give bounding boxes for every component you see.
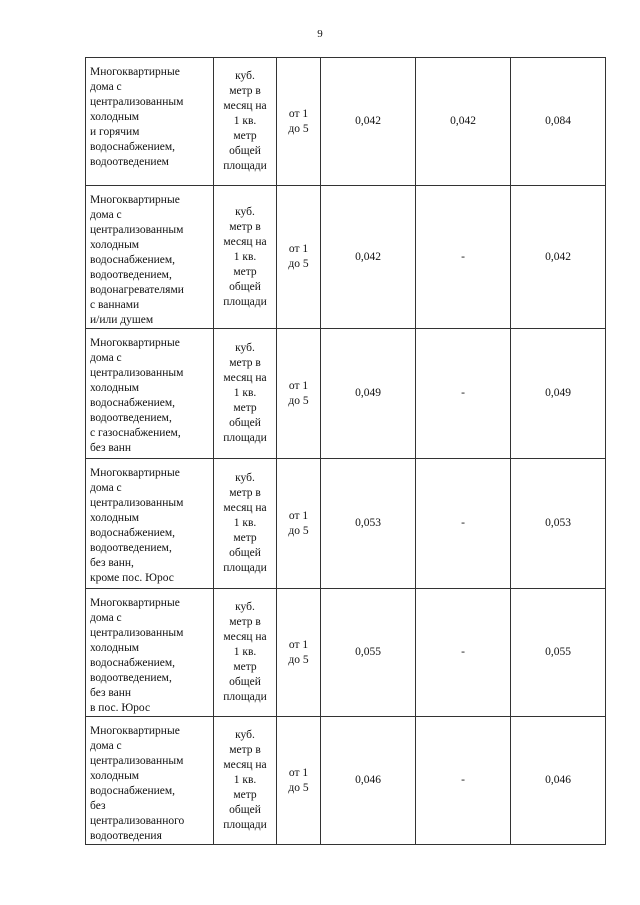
- unit-text: куб. метр в месяц на 1 кв. метр общей площади: [223, 70, 267, 172]
- unit-text: куб. метр в месяц на 1 кв. метр общей площади: [223, 601, 267, 703]
- page-number: 9: [317, 28, 323, 40]
- table-row: [86, 186, 606, 329]
- floors-text: от 1 до 5: [288, 379, 309, 407]
- unit-cell: [214, 58, 277, 186]
- category-text: Многоквартирные дома с централизованным холодным и горячим водоснабжением, водоотведением: [90, 66, 184, 168]
- value-cell-3: 0,055: [511, 589, 606, 717]
- value-cell-2: -: [416, 717, 511, 845]
- category-cell: [86, 717, 214, 845]
- floors-cell: [277, 186, 321, 329]
- unit-cell: [214, 329, 277, 459]
- category-text: Многоквартирные дома с централизованным холодным водоснабжением, без централизованного водоотведения: [90, 725, 185, 842]
- category-text: Многоквартирные дома с централизованным холодным водоснабжением, водоотведением, без ванн, кроме пос. Юрос: [90, 467, 184, 584]
- table-row: [86, 58, 606, 186]
- value-cell-2: -: [416, 589, 511, 717]
- unit-cell: [214, 186, 277, 329]
- value-cell-3: 0,049: [511, 329, 606, 459]
- floors-cell: [277, 717, 321, 845]
- table-row: [86, 717, 606, 845]
- category-cell: [86, 329, 214, 459]
- category-cell: [86, 186, 214, 329]
- value-cell-2: 0,042: [416, 58, 511, 186]
- value-cell-3: 0,046: [511, 717, 606, 845]
- category-cell: [86, 459, 214, 589]
- unit-cell: [214, 459, 277, 589]
- floors-text: от 1 до 5: [288, 638, 309, 666]
- value-cell-1: 0,053: [321, 459, 416, 589]
- floors-text: от 1 до 5: [288, 243, 309, 270]
- value-cell-2: -: [416, 329, 511, 459]
- floors-cell: [277, 329, 321, 459]
- value-cell-3: 0,084: [511, 58, 606, 186]
- norms-table: [85, 57, 606, 845]
- value-cell-3: 0,042: [511, 186, 606, 329]
- value-cell-1: 0,046: [321, 717, 416, 845]
- value-cell-1: 0,042: [321, 58, 416, 186]
- value-cell-1: 0,049: [321, 329, 416, 459]
- floors-cell: [277, 589, 321, 717]
- floors-cell: [277, 459, 321, 589]
- unit-text: куб. метр в месяц на 1 кв. метр общей площади: [223, 729, 267, 831]
- unit-text: куб. метр в месяц на 1 кв. метр общей площади: [223, 205, 267, 308]
- floors-text: от 1 до 5: [288, 107, 309, 135]
- category-text: Многоквартирные дома с централизованным холодным водоснабжением, водоотведением, водонагревателями с ваннами и/или душем: [90, 194, 184, 326]
- value-cell-2: -: [416, 186, 511, 329]
- floors-text: от 1 до 5: [288, 766, 309, 794]
- table-row: [86, 459, 606, 589]
- value-cell-3: 0,053: [511, 459, 606, 589]
- value-cell-1: 0,042: [321, 186, 416, 329]
- category-cell: [86, 58, 214, 186]
- value-cell-1: 0,055: [321, 589, 416, 717]
- category-text: Многоквартирные дома с централизованным холодным водоснабжением, водоотведением, без ванн в пос. Юрос: [90, 597, 184, 714]
- unit-text: куб. метр в месяц на 1 кв. метр общей площади: [223, 342, 267, 444]
- unit-cell: [214, 717, 277, 845]
- category-text: Многоквартирные дома с централизованным холодным водоснабжением, водоотведением, с газоснабжением, без ванн: [90, 337, 184, 454]
- unit-text: куб. метр в месяц на 1 кв. метр общей площади: [223, 472, 267, 574]
- value-cell-2: -: [416, 459, 511, 589]
- table-row: [86, 589, 606, 717]
- table-row: [86, 329, 606, 459]
- category-cell: [86, 589, 214, 717]
- floors-cell: [277, 58, 321, 186]
- unit-cell: [214, 589, 277, 717]
- floors-text: от 1 до 5: [288, 509, 309, 537]
